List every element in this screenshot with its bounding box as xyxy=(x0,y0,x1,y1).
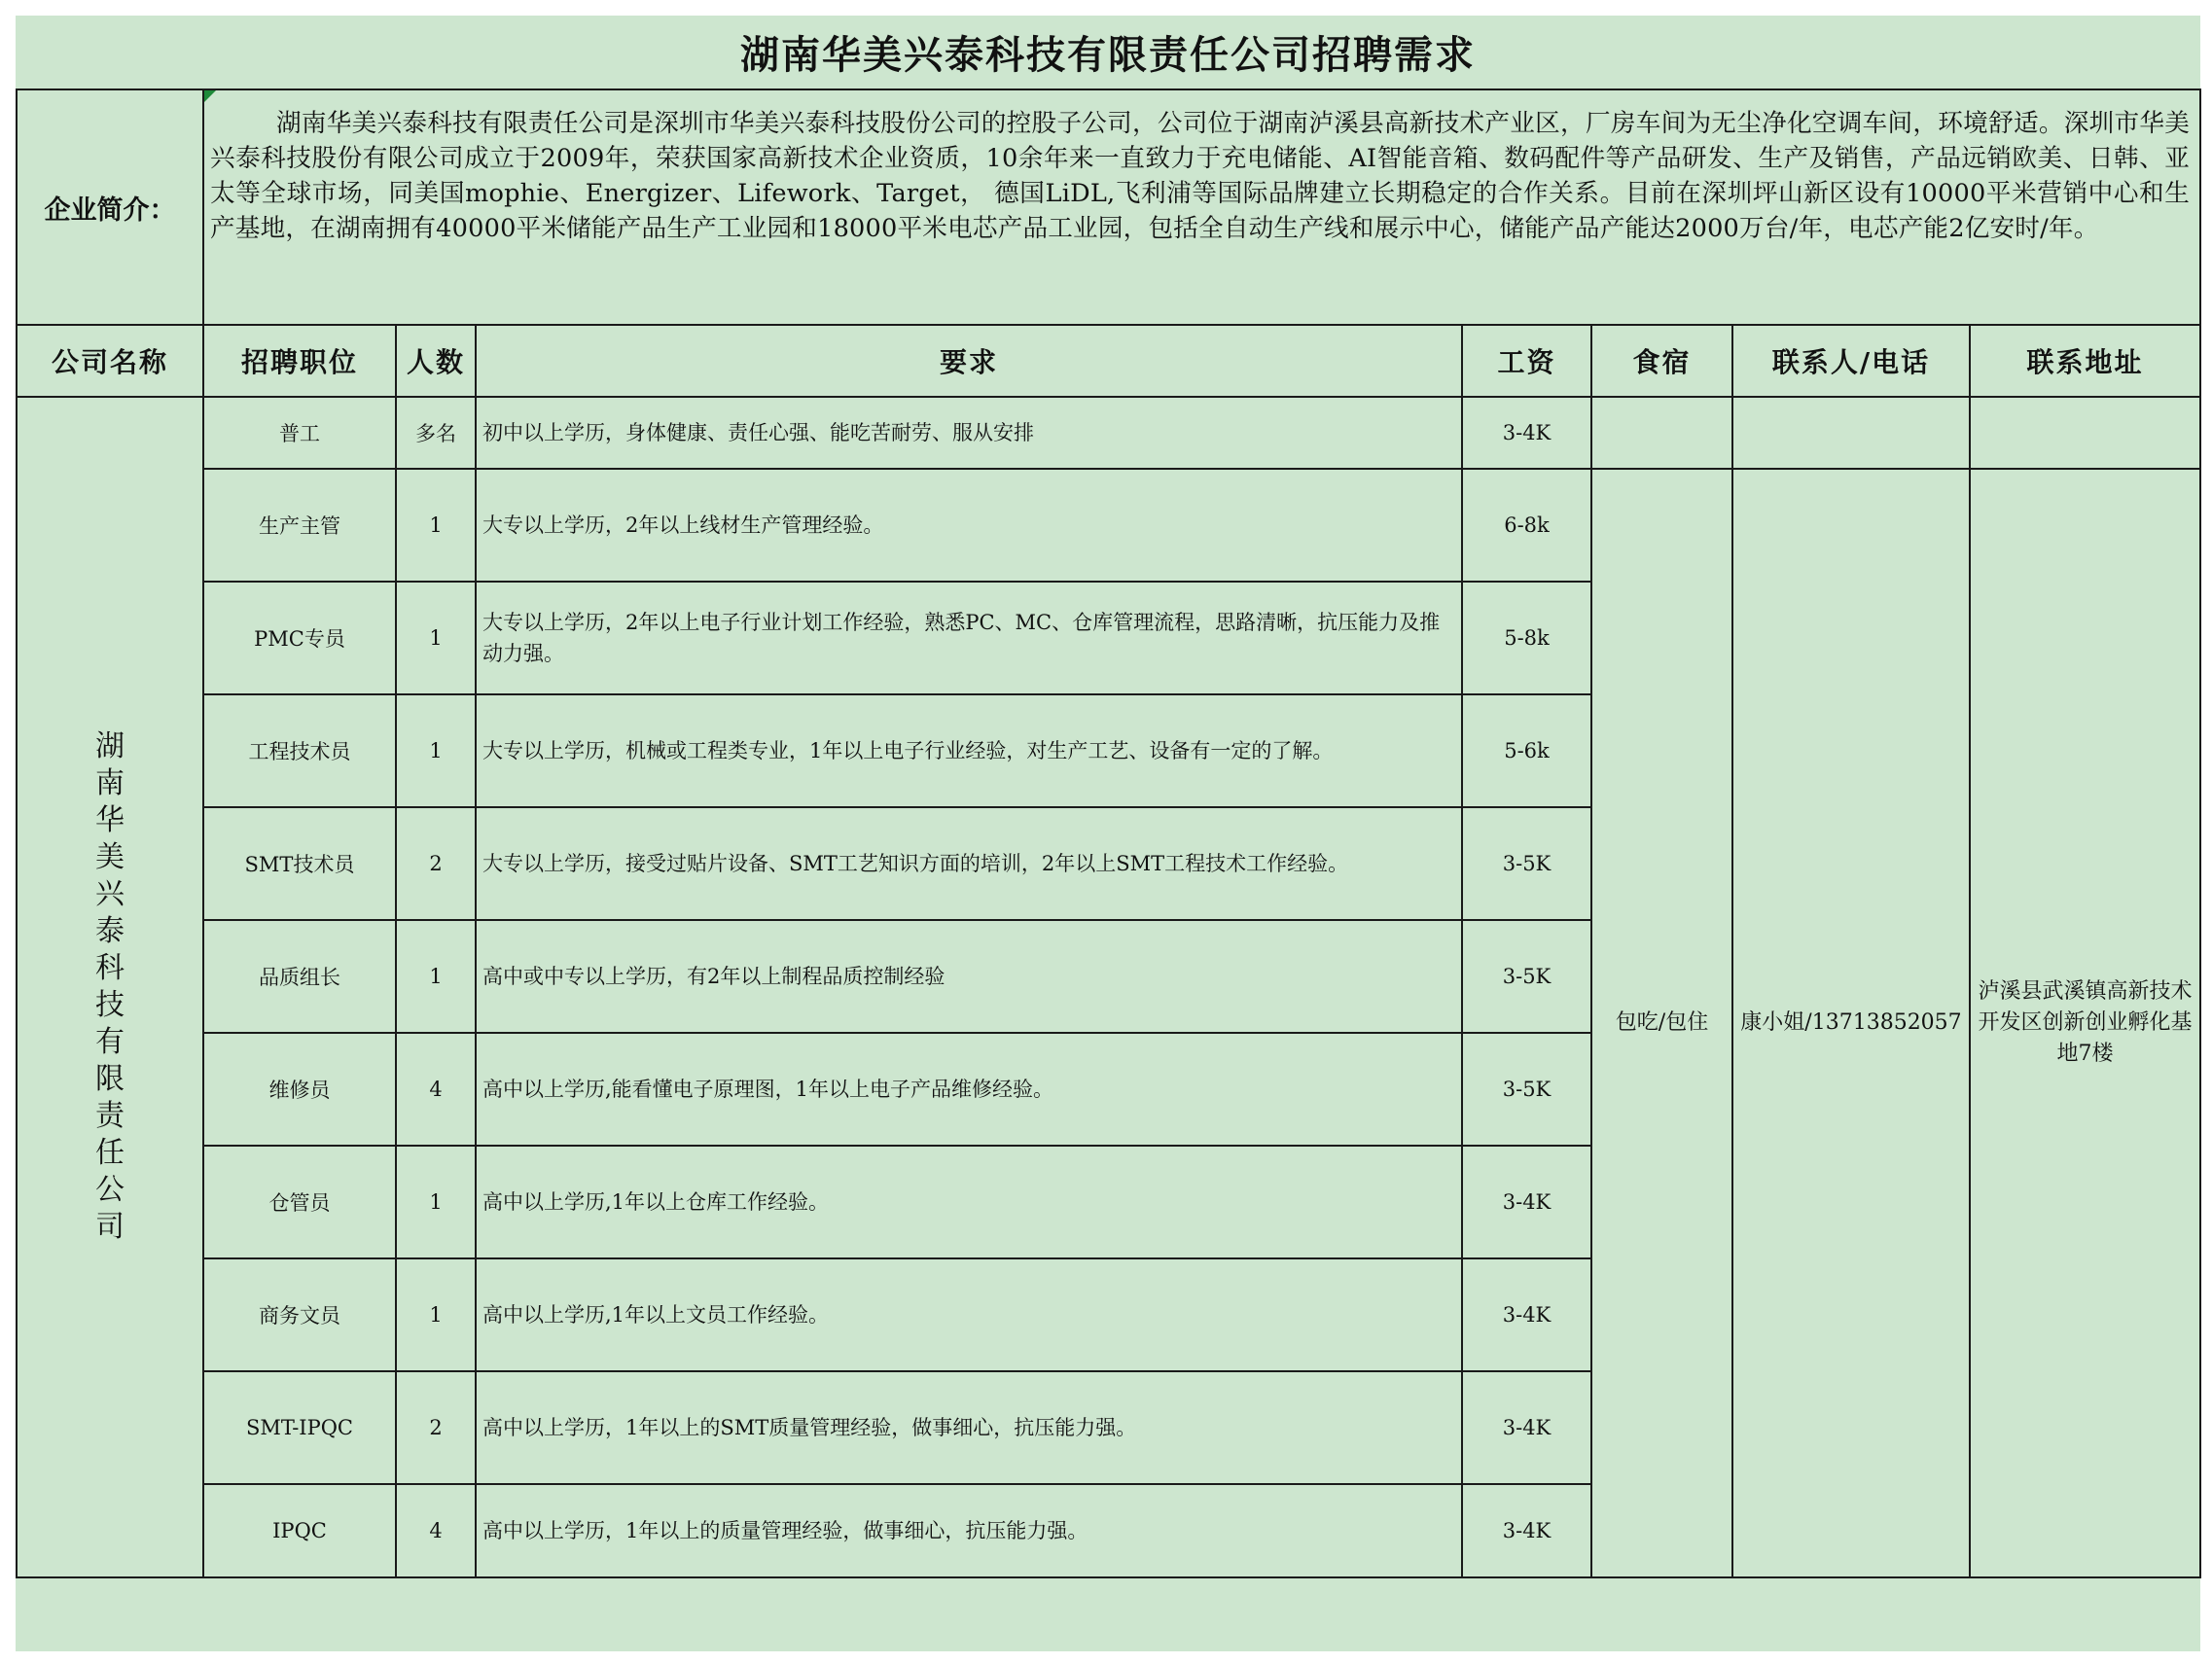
table-row xyxy=(17,397,2200,469)
job-requirement[interactable]: 高中以上学历,1年以上文员工作经验。 xyxy=(476,1258,1462,1371)
empty-cell[interactable] xyxy=(1732,397,1970,469)
intro-label: 企业简介： xyxy=(17,89,203,325)
job-requirement[interactable]: 初中以上学历，身体健康、责任心强、能吃苦耐劳、服从安排 xyxy=(476,397,1462,469)
job-requirement[interactable]: 大专以上学历，接受过贴片设备、SMT工艺知识方面的培训，2年以上SMT工程技术工作经验。 xyxy=(476,807,1462,920)
company-name-cell[interactable]: 湖 南 华 美 兴 泰 科 技 有 限 责 任 公 司 xyxy=(17,397,203,1577)
job-position[interactable]: 商务文员 xyxy=(203,1258,396,1371)
job-count[interactable]: 1 xyxy=(396,694,476,807)
job-salary[interactable]: 3-4K xyxy=(1462,1484,1591,1577)
job-salary[interactable]: 3-4K xyxy=(1462,1146,1591,1258)
job-count[interactable]: 2 xyxy=(396,1371,476,1484)
job-salary[interactable]: 3-4K xyxy=(1462,397,1591,469)
recruitment-table xyxy=(16,89,2201,1578)
intro-text: 湖南华美兴泰科技有限责任公司是深圳市华美兴泰科技股份公司的控股子公司，公司位于湖南泸溪县高新技术产业区，厂房车间为无尘净化空调车间，环境舒适。深圳市华美兴泰科技股份有限公司成立于2009年，荣获国家高新技术企业资质，10余年来一直致力于充电储能、AI智能音箱、数码配件等产品研发、生产及销售，产品远销欧美、日韩、亚太等全球市场，同美国mophie、Energizer、Lifework、Target， 德国LiDL,飞利浦等国际品牌建立长期稳定的合作关系。目前在深圳坪山新区设有10000平米营销中心和生产基地，在湖南拥有40000平米储能产品生产工业园和18000平米电芯产品工业园，包括全自动生产线和展示中心，储能产品产能达2000万台/年，电芯产能2亿安时/年。 xyxy=(210,109,2191,243)
header-position[interactable]: 招聘职位 xyxy=(203,325,396,397)
job-salary[interactable]: 5-8k xyxy=(1462,582,1591,694)
job-count[interactable]: 1 xyxy=(396,1258,476,1371)
comment-marker-icon xyxy=(204,90,216,102)
header-company[interactable]: 公司名称 xyxy=(17,325,203,397)
job-position[interactable]: 工程技术员 xyxy=(203,694,396,807)
job-position[interactable]: PMC专员 xyxy=(203,582,396,694)
header-count[interactable]: 人数 xyxy=(396,325,476,397)
job-salary[interactable]: 3-4K xyxy=(1462,1258,1591,1371)
header-salary[interactable]: 工资 xyxy=(1462,325,1591,397)
header-requirement[interactable]: 要求 xyxy=(476,325,1462,397)
job-count[interactable]: 2 xyxy=(396,807,476,920)
header-row xyxy=(17,325,2200,397)
job-requirement[interactable]: 高中以上学历，1年以上的质量管理经验，做事细心，抗压能力强。 xyxy=(476,1484,1462,1577)
header-address[interactable]: 联系地址 xyxy=(1970,325,2200,397)
job-requirement[interactable]: 大专以上学历，机械或工程类专业，1年以上电子行业经验，对生产工艺、设备有一定的了解。 xyxy=(476,694,1462,807)
intro-text-cell[interactable] xyxy=(203,89,2200,325)
job-position[interactable]: 维修员 xyxy=(203,1033,396,1146)
job-position[interactable]: 生产主管 xyxy=(203,469,396,582)
page-title: 湖南华美兴泰科技有限责任公司招聘需求 xyxy=(740,33,1476,78)
job-requirement[interactable]: 大专以上学历，2年以上电子行业计划工作经验，熟悉PC、MC、仓库管理流程，思路清晰，抗压能力及推动力强。 xyxy=(476,582,1462,694)
job-salary[interactable]: 3-5K xyxy=(1462,1033,1591,1146)
job-count[interactable]: 1 xyxy=(396,582,476,694)
job-count[interactable]: 4 xyxy=(396,1033,476,1146)
job-count[interactable]: 多名 xyxy=(396,397,476,469)
job-requirement[interactable]: 高中以上学历，1年以上的SMT质量管理经验，做事细心，抗压能力强。 xyxy=(476,1371,1462,1484)
job-count[interactable]: 1 xyxy=(396,920,476,1033)
job-requirement[interactable]: 高中或中专以上学历，有2年以上制程品质控制经验 xyxy=(476,920,1462,1033)
contact-cell[interactable]: 康小姐/13713852057 xyxy=(1732,469,1970,1577)
table-row xyxy=(17,469,2200,582)
job-count[interactable]: 4 xyxy=(396,1484,476,1577)
address-cell[interactable]: 泸溪县武溪镇高新技术开发区创新创业孵化基地7楼 xyxy=(1970,469,2200,1577)
job-position[interactable]: SMT技术员 xyxy=(203,807,396,920)
spreadsheet xyxy=(16,16,2200,1651)
job-requirement[interactable]: 大专以上学历，2年以上线材生产管理经验。 xyxy=(476,469,1462,582)
job-requirement[interactable]: 高中以上学历,能看懂电子原理图，1年以上电子产品维修经验。 xyxy=(476,1033,1462,1146)
job-salary[interactable]: 3-5K xyxy=(1462,807,1591,920)
job-position[interactable]: 普工 xyxy=(203,397,396,469)
job-position[interactable]: IPQC xyxy=(203,1484,396,1577)
job-count[interactable]: 1 xyxy=(396,469,476,582)
job-salary[interactable]: 3-5K xyxy=(1462,920,1591,1033)
job-requirement[interactable]: 高中以上学历,1年以上仓库工作经验。 xyxy=(476,1146,1462,1258)
intro-row xyxy=(17,89,2200,325)
job-salary[interactable]: 5-6k xyxy=(1462,694,1591,807)
job-position[interactable]: SMT-IPQC xyxy=(203,1371,396,1484)
job-count[interactable]: 1 xyxy=(396,1146,476,1258)
board-cell[interactable]: 包吃/包住 xyxy=(1591,469,1732,1577)
job-salary[interactable]: 3-4K xyxy=(1462,1371,1591,1484)
header-board[interactable]: 食宿 xyxy=(1591,325,1732,397)
job-position[interactable]: 仓管员 xyxy=(203,1146,396,1258)
job-salary[interactable]: 6-8k xyxy=(1462,469,1591,582)
job-position[interactable]: 品质组长 xyxy=(203,920,396,1033)
empty-cell[interactable] xyxy=(1970,397,2200,469)
empty-cell[interactable] xyxy=(1591,397,1732,469)
header-contact[interactable]: 联系人/电话 xyxy=(1732,325,1970,397)
